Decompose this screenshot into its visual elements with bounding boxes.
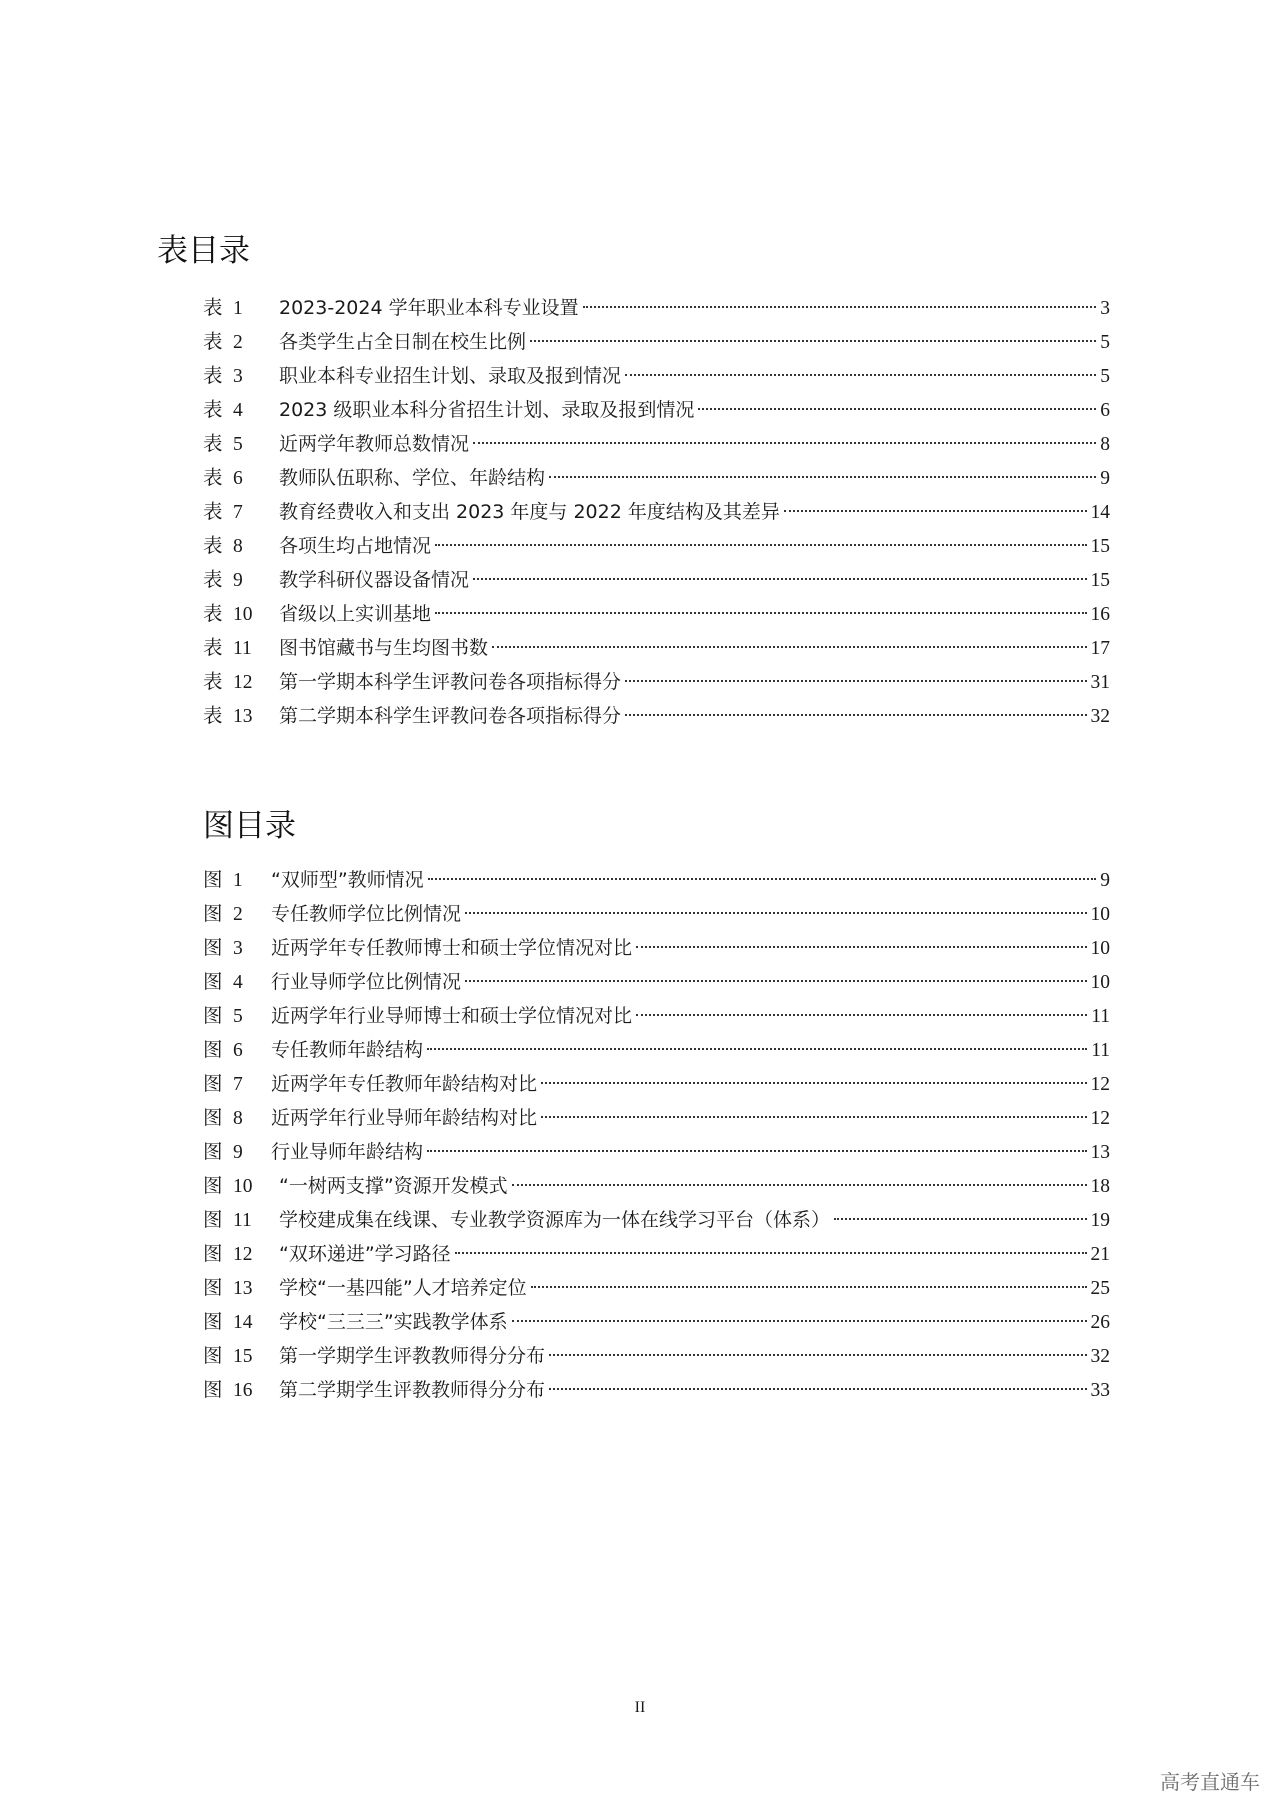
entry-page-number: 10	[1090, 972, 1110, 993]
dot-leader	[465, 980, 1086, 982]
entry-page-number: 33	[1090, 1380, 1110, 1401]
entry-title: 第一学期学生评教教师得分分布	[279, 1345, 546, 1367]
table-toc-entry[interactable]	[203, 699, 1110, 733]
entry-number: 1	[233, 870, 243, 891]
dot-leader	[455, 1252, 1087, 1254]
table-toc-entry[interactable]	[203, 325, 1110, 359]
entry-page-number: 15	[1090, 570, 1110, 591]
entry-number: 8	[233, 536, 243, 557]
entry-prefix: 图	[203, 1004, 223, 1027]
tables-section-title: 表目录	[157, 233, 250, 269]
table-toc-entry[interactable]	[203, 359, 1110, 393]
entry-page-number: 11	[1091, 1006, 1110, 1027]
entry-prefix: 图	[203, 1344, 223, 1367]
entry-prefix: 图	[203, 868, 223, 891]
tables-toc-list	[203, 291, 1110, 733]
entry-number: 11	[233, 638, 252, 659]
entry-title: 行业导师学位比例情况	[271, 971, 462, 993]
entry-number: 5	[233, 1006, 243, 1027]
entry-title: 2023 级职业本科分省招生计划、录取及报到情况	[279, 399, 695, 421]
entry-prefix: 图	[203, 902, 223, 925]
dot-leader	[428, 878, 1097, 880]
dot-leader	[427, 1150, 1086, 1152]
dot-leader	[698, 408, 1096, 410]
dot-leader	[625, 374, 1096, 376]
page-number: II	[634, 1699, 646, 1716]
entry-prefix: 表	[203, 432, 223, 455]
entry-title: 教师队伍职称、学位、年龄结构	[279, 467, 546, 489]
entry-number: 4	[233, 400, 243, 421]
entry-page-number: 12	[1090, 1108, 1110, 1129]
entry-prefix: 表	[203, 466, 223, 489]
entry-page-number: 21	[1090, 1244, 1110, 1265]
entry-title: 第二学期本科学生评教问卷各项指标得分	[279, 705, 622, 727]
entry-number: 9	[233, 570, 243, 591]
entry-page-number: 10	[1090, 938, 1110, 959]
table-toc-entry[interactable]	[203, 631, 1110, 665]
entry-page-number: 17	[1090, 638, 1110, 659]
entry-number: 16	[233, 1380, 253, 1401]
dot-leader	[435, 544, 1086, 546]
entry-page-number: 5	[1100, 366, 1110, 387]
entry-number: 4	[233, 972, 243, 993]
entry-prefix: 表	[203, 670, 223, 693]
dot-leader	[834, 1218, 1086, 1220]
table-toc-entry[interactable]	[203, 427, 1110, 461]
dot-leader	[583, 306, 1097, 308]
figure-toc-entry[interactable]	[203, 1135, 1110, 1169]
figure-toc-entry[interactable]	[203, 1033, 1110, 1067]
entry-title: 专任教师学位比例情况	[271, 903, 462, 925]
entry-number: 3	[233, 938, 243, 959]
entry-page-number: 3	[1100, 298, 1110, 319]
entry-title: 第二学期学生评教教师得分分布	[279, 1379, 546, 1401]
dot-leader	[492, 646, 1086, 648]
entry-prefix: 表	[203, 534, 223, 557]
dot-leader	[636, 946, 1086, 948]
entry-title: 2023-2024 学年职业本科专业设置	[279, 297, 579, 319]
entry-prefix: 图	[203, 1208, 223, 1231]
figure-toc-entry[interactable]	[203, 1101, 1110, 1135]
entry-number: 12	[233, 672, 253, 693]
entry-page-number: 25	[1090, 1278, 1110, 1299]
entry-number: 12	[233, 1244, 253, 1265]
dot-leader	[427, 1048, 1087, 1050]
figure-toc-entry[interactable]	[203, 897, 1110, 931]
entry-page-number: 31	[1090, 672, 1110, 693]
entry-title: 近两学年专任教师博士和硕士学位情况对比	[271, 937, 633, 959]
entry-prefix: 图	[203, 936, 223, 959]
dot-leader	[549, 476, 1096, 478]
entry-number: 10	[233, 1176, 253, 1197]
entry-title: 第一学期本科学生评教问卷各项指标得分	[279, 671, 622, 693]
entry-page-number: 18	[1090, 1176, 1110, 1197]
dot-leader	[541, 1082, 1086, 1084]
figure-toc-entry[interactable]	[203, 1237, 1110, 1271]
entry-number: 7	[233, 1074, 243, 1095]
entry-number: 7	[233, 502, 243, 523]
entry-title: 职业本科专业招生计划、录取及报到情况	[279, 365, 622, 387]
entry-page-number: 9	[1100, 870, 1110, 891]
entry-title: 近两学年专任教师年龄结构对比	[271, 1073, 538, 1095]
entry-title: 学校建成集在线课、专业教学资源库为一体在线学习平台（体系）	[279, 1209, 831, 1231]
entry-title: 近两学年行业导师年龄结构对比	[271, 1107, 538, 1129]
entry-page-number: 32	[1090, 1346, 1110, 1367]
entry-prefix: 表	[203, 398, 223, 421]
entry-title: 学校“三三三”实践教学体系	[279, 1311, 508, 1333]
entry-number: 2	[233, 904, 243, 925]
entry-page-number: 32	[1090, 706, 1110, 727]
entry-title: 专任教师年龄结构	[271, 1039, 424, 1061]
entry-page-number: 6	[1100, 400, 1110, 421]
entry-prefix: 表	[203, 636, 223, 659]
dot-leader	[512, 1320, 1087, 1322]
table-toc-entry[interactable]	[203, 291, 1110, 325]
entry-number: 15	[233, 1346, 253, 1367]
dot-leader	[636, 1014, 1087, 1016]
watermark-logo: 高考直通车	[1160, 1770, 1260, 1794]
entry-number: 13	[233, 1278, 253, 1299]
dot-leader	[784, 510, 1087, 512]
table-toc-entry[interactable]	[203, 563, 1110, 597]
entry-prefix: 表	[203, 602, 223, 625]
entry-title: “双师型”教师情况	[271, 869, 424, 891]
entry-page-number: 8	[1100, 434, 1110, 455]
entry-number: 1	[233, 298, 243, 319]
entry-title: “双环递进”学习路径	[279, 1243, 451, 1265]
entry-prefix: 表	[203, 568, 223, 591]
entry-title: “一树两支撑”资源开发模式	[279, 1175, 508, 1197]
table-toc-entry[interactable]	[203, 495, 1110, 529]
figure-toc-entry[interactable]	[203, 931, 1110, 965]
figure-toc-entry[interactable]	[203, 1067, 1110, 1101]
dot-leader	[549, 1354, 1086, 1356]
figure-toc-entry[interactable]	[203, 1373, 1110, 1407]
entry-prefix: 图	[203, 1038, 223, 1061]
figure-toc-entry[interactable]	[203, 965, 1110, 999]
table-toc-entry[interactable]	[203, 597, 1110, 631]
entry-prefix: 图	[203, 970, 223, 993]
figures-toc-list	[203, 863, 1110, 1407]
entry-prefix: 图	[203, 1174, 223, 1197]
entry-page-number: 13	[1090, 1142, 1110, 1163]
entry-page-number: 19	[1090, 1210, 1110, 1231]
entry-title: 近两学年教师总数情况	[279, 433, 470, 455]
entry-number: 9	[233, 1142, 243, 1163]
entry-prefix: 表	[203, 364, 223, 387]
table-toc-entry[interactable]	[203, 665, 1110, 699]
entry-prefix: 图	[203, 1072, 223, 1095]
entry-prefix: 图	[203, 1242, 223, 1265]
table-toc-entry[interactable]	[203, 529, 1110, 563]
entry-number: 5	[233, 434, 243, 455]
figure-toc-entry[interactable]	[203, 1271, 1110, 1305]
figure-toc-entry[interactable]	[203, 1339, 1110, 1373]
dot-leader	[530, 340, 1096, 342]
entry-number: 10	[233, 604, 253, 625]
entry-number: 6	[233, 1040, 243, 1061]
entry-page-number: 14	[1090, 502, 1110, 523]
entry-page-number: 11	[1091, 1040, 1110, 1061]
entry-title: 学校“一基四能”人才培养定位	[279, 1277, 527, 1299]
entry-title: 近两学年行业导师博士和硕士学位情况对比	[271, 1005, 633, 1027]
dot-leader	[625, 714, 1086, 716]
dot-leader	[473, 578, 1086, 580]
entry-number: 8	[233, 1108, 243, 1129]
entry-page-number: 10	[1090, 904, 1110, 925]
figures-section-title: 图目录	[203, 808, 296, 844]
entry-prefix: 表	[203, 296, 223, 319]
table-toc-entry[interactable]	[203, 461, 1110, 495]
entry-title: 教育经费收入和支出 2023 年度与 2022 年度结构及其差异	[279, 501, 780, 523]
entry-page-number: 15	[1090, 536, 1110, 557]
figure-toc-entry[interactable]	[203, 999, 1110, 1033]
entry-prefix: 表	[203, 704, 223, 727]
entry-page-number: 16	[1090, 604, 1110, 625]
entry-title: 行业导师年龄结构	[271, 1141, 424, 1163]
entry-page-number: 12	[1090, 1074, 1110, 1095]
entry-prefix: 图	[203, 1140, 223, 1163]
entry-prefix: 图	[203, 1276, 223, 1299]
entry-prefix: 图	[203, 1378, 223, 1401]
entry-page-number: 26	[1090, 1312, 1110, 1333]
entry-number: 2	[233, 332, 243, 353]
entry-title: 教学科研仪器设备情况	[279, 569, 470, 591]
entry-title: 省级以上实训基地	[279, 603, 432, 625]
entry-page-number: 9	[1100, 468, 1110, 489]
figure-toc-entry[interactable]	[203, 1305, 1110, 1339]
dot-leader	[541, 1116, 1086, 1118]
dot-leader	[512, 1184, 1087, 1186]
figure-toc-entry[interactable]	[203, 1203, 1110, 1237]
entry-number: 13	[233, 706, 253, 727]
entry-title: 各类学生占全日制在校生比例	[279, 331, 527, 353]
entry-page-number: 5	[1100, 332, 1110, 353]
dot-leader	[465, 912, 1086, 914]
dot-leader	[435, 612, 1086, 614]
dot-leader	[473, 442, 1096, 444]
entry-title: 各项生均占地情况	[279, 535, 432, 557]
entry-prefix: 表	[203, 500, 223, 523]
dot-leader	[625, 680, 1086, 682]
entry-prefix: 表	[203, 330, 223, 353]
entry-number: 14	[233, 1312, 253, 1333]
entry-number: 6	[233, 468, 243, 489]
figure-toc-entry[interactable]	[203, 1169, 1110, 1203]
figure-toc-entry[interactable]	[203, 863, 1110, 897]
entry-prefix: 图	[203, 1310, 223, 1333]
table-toc-entry[interactable]	[203, 393, 1110, 427]
entry-number: 3	[233, 366, 243, 387]
entry-title: 图书馆藏书与生均图书数	[279, 637, 489, 659]
entry-prefix: 图	[203, 1106, 223, 1129]
dot-leader	[531, 1286, 1087, 1288]
entry-number: 11	[233, 1210, 252, 1231]
dot-leader	[549, 1388, 1086, 1390]
